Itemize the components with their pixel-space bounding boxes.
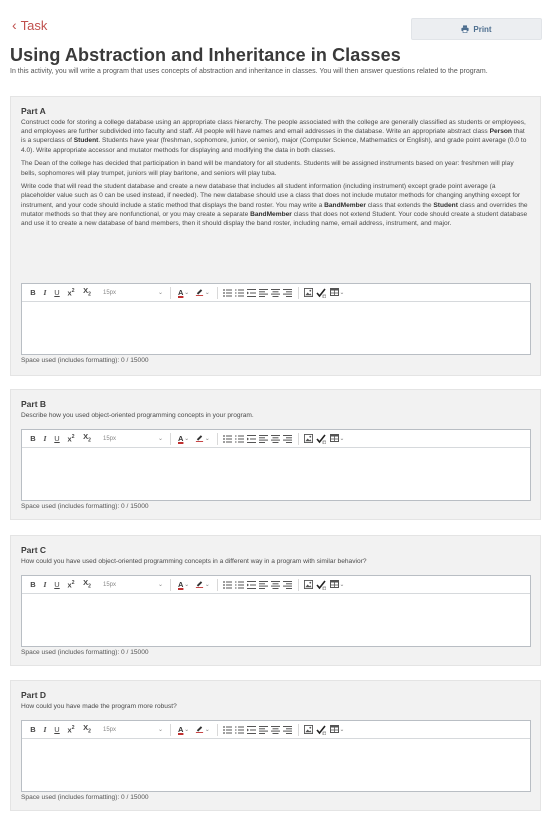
superscript-label: x: [67, 288, 72, 298]
part-a-space-used: Space used (includes formatting): 0 / 15000: [21, 357, 149, 364]
font-size-value: 15px: [103, 435, 117, 442]
font-color-button[interactable]: [178, 434, 189, 443]
equation-check-icon[interactable]: [315, 725, 327, 735]
font-color-button[interactable]: [178, 580, 189, 589]
numbered-list-icon[interactable]: [234, 581, 246, 589]
chevron-down-icon: ⌄: [205, 435, 210, 442]
print-label: Print: [473, 24, 492, 34]
bold-button[interactable]: B: [30, 724, 36, 734]
subscript-mark: 2: [88, 437, 91, 444]
superscript-label: x: [67, 725, 72, 735]
indent-icon[interactable]: [246, 435, 258, 443]
subscript-button[interactable]: [79, 719, 95, 741]
equation-check-icon[interactable]: [315, 288, 327, 298]
chevron-down-icon: ⌄: [157, 290, 163, 296]
back-link-label: Task: [20, 18, 48, 33]
part-a-paragraph: The Dean of the college has decided that participation in band will be mandatory for all students. Students will be assigned instruments based on year: freshmen will play bells, sophomores will play trumpet, juniors will play baritone, and seniors will play tuba.: [21, 160, 514, 177]
superscript-button[interactable]: [63, 719, 79, 740]
subscript-label: X: [83, 431, 89, 441]
part-a-card: [10, 96, 541, 376]
bullet-list-icon[interactable]: [222, 289, 234, 297]
part-c-space-used: Space used (includes formatting): 0 / 15000: [21, 649, 149, 656]
part-c-card: [10, 535, 541, 666]
underline-button[interactable]: U: [54, 433, 60, 443]
part-c-title: Part C: [21, 545, 47, 555]
table-icon: [330, 434, 339, 444]
toolbar-divider: [298, 579, 299, 591]
font-size-select[interactable]: [100, 432, 166, 446]
emphasized-term: Student: [433, 201, 458, 209]
italic-button[interactable]: I: [43, 724, 47, 734]
bullet-list-icon[interactable]: [222, 435, 234, 443]
subscript-label: X: [83, 285, 89, 295]
subscript-button[interactable]: [79, 574, 95, 596]
part-b-space-used: Space used (includes formatting): 0 / 15000: [21, 503, 149, 510]
emphasized-term: Person: [489, 128, 512, 136]
part-b-card: [10, 389, 541, 520]
editor-toolbar: [22, 576, 530, 594]
highlighter-icon: [195, 433, 204, 444]
align-left-icon[interactable]: [258, 289, 270, 297]
align-left-icon[interactable]: [258, 435, 270, 443]
equation-check-icon[interactable]: [315, 434, 327, 444]
insert-table-button[interactable]: [330, 725, 345, 735]
equation-check-icon[interactable]: [315, 580, 327, 590]
chevron-down-icon: ⌄: [339, 726, 345, 733]
superscript-mark: 2: [71, 580, 75, 587]
chevron-down-icon: ⌄: [205, 726, 210, 733]
toolbar-divider: [170, 724, 171, 736]
emphasized-term: Student: [73, 137, 99, 145]
part-a-editor: [21, 283, 531, 355]
table-icon: [330, 288, 339, 298]
toolbar-divider: [298, 287, 299, 299]
subscript-label: X: [83, 722, 89, 732]
highlighter-icon: [195, 579, 204, 590]
emphasized-term: BandMember: [324, 201, 366, 209]
chevron-left-icon: ‹: [12, 17, 17, 33]
align-center-icon[interactable]: [270, 289, 282, 297]
align-center-icon[interactable]: [270, 581, 282, 589]
part-c-editor: [21, 575, 531, 647]
indent-icon[interactable]: [246, 289, 258, 297]
answer-textarea[interactable]: [22, 594, 530, 646]
superscript-label: x: [67, 580, 72, 590]
underline-button[interactable]: U: [54, 287, 60, 297]
toolbar-divider: [217, 287, 218, 299]
highlight-color-button[interactable]: [195, 579, 210, 590]
underline-button[interactable]: U: [54, 579, 60, 589]
font-size-value: 15px: [103, 726, 117, 733]
align-center-icon[interactable]: [270, 435, 282, 443]
table-icon: [330, 580, 339, 590]
chevron-down-icon: ⌄: [157, 436, 163, 442]
top-bar: [0, 0, 553, 44]
insert-table-button[interactable]: [330, 288, 345, 298]
part-d-card: [10, 680, 541, 811]
superscript-button[interactable]: [63, 428, 79, 449]
numbered-list-icon[interactable]: [234, 289, 246, 297]
bullet-list-icon[interactable]: [222, 726, 234, 734]
superscript-label: x: [67, 434, 72, 444]
italic-button[interactable]: I: [43, 287, 47, 297]
superscript-mark: 2: [71, 288, 75, 295]
answer-textarea[interactable]: [22, 448, 530, 500]
editor-toolbar: [22, 284, 530, 302]
subscript-mark: 2: [88, 728, 91, 735]
image-icon[interactable]: [303, 580, 315, 589]
emphasized-term: BandMember: [250, 210, 292, 218]
insert-table-button[interactable]: [330, 580, 345, 590]
subscript-button[interactable]: [79, 428, 95, 450]
numbered-list-icon[interactable]: [234, 435, 246, 443]
subscript-mark: 2: [88, 583, 91, 590]
indent-icon[interactable]: [246, 726, 258, 734]
chevron-down-icon: ⌄: [339, 289, 345, 296]
font-color-icon: A: [178, 725, 184, 734]
italic-button[interactable]: I: [43, 433, 47, 443]
align-right-icon[interactable]: [282, 581, 294, 589]
part-d-title: Part D: [21, 690, 47, 700]
superscript-mark: 2: [71, 725, 75, 732]
bullet-list-icon[interactable]: [222, 581, 234, 589]
image-icon[interactable]: [303, 725, 315, 734]
part-d-editor: [21, 720, 531, 792]
chevron-down-icon: ⌄: [157, 582, 163, 588]
font-size-value: 15px: [103, 581, 117, 588]
font-color-icon: A: [178, 434, 184, 443]
toolbar-divider: [217, 579, 218, 591]
printer-icon: [461, 25, 469, 33]
toolbar-divider: [298, 433, 299, 445]
align-left-icon[interactable]: [258, 726, 270, 734]
page-title: Using Abstraction and Inheritance in Classes: [10, 45, 401, 65]
toolbar-divider: [298, 724, 299, 736]
font-size-value: 15px: [103, 289, 117, 296]
editor-toolbar: [22, 721, 530, 739]
font-size-select[interactable]: [100, 286, 166, 300]
part-b-editor: [21, 429, 531, 501]
part-b-title: Part B: [21, 399, 47, 409]
subscript-label: X: [83, 577, 89, 587]
highlight-color-button[interactable]: [195, 287, 210, 298]
chevron-down-icon: ⌄: [339, 435, 345, 442]
font-size-select[interactable]: [100, 723, 166, 737]
image-icon[interactable]: [303, 434, 315, 443]
part-a-title: Part A: [21, 106, 46, 116]
align-right-icon[interactable]: [282, 289, 294, 297]
italic-button[interactable]: I: [43, 579, 47, 589]
part-a-paragraph: Construct code for storing a college database using an appropriate class hierarchy. The people associated with the college are generally classified as students or employees, and employees are further subdivided into faculty and staff. All people will have names and email addresses in the database. Write an appropriate abstract class Person that is a superclass of Student. Students have year (freshman, sophomore, junior, or senior), major (Computer Science, Mathematics or English), and grade point average (0.0 to 4.0). Write appropriate accessor and mutator methods for displaying and modifying the data in both classes.: [21, 119, 527, 154]
chevron-down-icon: ⌄: [184, 581, 190, 588]
underline-button[interactable]: U: [54, 724, 60, 734]
align-center-icon[interactable]: [270, 726, 282, 734]
part-a-paragraph: Write code that will read the student database and create a new database that includes all student information (including instrument) except grade point average (a placeholder value such as 0 can be used instead, if needed). The new database should use a class that does not include mutator methods for changing anything except for instrument, and your code should include a static method that displays the band roster. You may write a BandMember class that extends the Student class and overrides the mutator methods so that they are nonfunctional, or you may create a separate BandMember class that does not extend Student. Your code should create a student database and use it to create a new database of band members, then it should display the band roster, including name, email address, instrument, and major.: [21, 183, 528, 228]
font-color-icon: A: [178, 288, 184, 297]
answer-textarea[interactable]: [22, 302, 530, 354]
toolbar-divider: [217, 433, 218, 445]
part-a-prompt: [21, 118, 529, 233]
subscript-mark: 2: [88, 291, 91, 298]
chevron-down-icon: ⌄: [184, 726, 190, 733]
insert-table-button[interactable]: [330, 434, 345, 444]
align-left-icon[interactable]: [258, 581, 270, 589]
part-c-prompt: How could you have used object-oriented programming concepts in a different way in a program with similar behavior?: [21, 558, 367, 565]
chevron-down-icon: ⌄: [205, 289, 210, 296]
chevron-down-icon: ⌄: [184, 289, 190, 296]
align-right-icon[interactable]: [282, 435, 294, 443]
subscript-button[interactable]: [79, 282, 95, 304]
font-size-select[interactable]: [100, 578, 166, 592]
toolbar-divider: [170, 579, 171, 591]
highlight-color-button[interactable]: [195, 724, 210, 735]
bold-button[interactable]: B: [30, 287, 36, 297]
table-icon: [330, 725, 339, 735]
part-d-space-used: Space used (includes formatting): 0 / 15000: [21, 794, 149, 801]
image-icon[interactable]: [303, 288, 315, 297]
indent-icon[interactable]: [246, 581, 258, 589]
chevron-down-icon: ⌄: [205, 581, 210, 588]
toolbar-divider: [217, 724, 218, 736]
bold-button[interactable]: B: [30, 579, 36, 589]
answer-textarea[interactable]: [22, 739, 530, 791]
back-to-task-link[interactable]: [12, 18, 47, 33]
highlighter-icon: [195, 287, 204, 298]
toolbar-divider: [170, 433, 171, 445]
align-right-icon[interactable]: [282, 726, 294, 734]
font-color-button[interactable]: [178, 725, 189, 734]
chevron-down-icon: ⌄: [184, 435, 190, 442]
toolbar-divider: [170, 287, 171, 299]
print-button[interactable]: [411, 18, 542, 40]
bold-button[interactable]: B: [30, 433, 36, 443]
chevron-down-icon: ⌄: [157, 727, 163, 733]
highlight-color-button[interactable]: [195, 433, 210, 444]
font-color-button[interactable]: [178, 288, 189, 297]
superscript-mark: 2: [71, 434, 75, 441]
numbered-list-icon[interactable]: [234, 726, 246, 734]
part-b-prompt: Describe how you used object-oriented programming concepts in your program.: [21, 412, 254, 419]
part-d-prompt: How could you have made the program more robust?: [21, 703, 177, 710]
page-intro: In this activity, you will write a program that uses concepts of abstraction and inheritance in classes. You will then answer questions related to the program.: [10, 68, 488, 75]
highlighter-icon: [195, 724, 204, 735]
superscript-button[interactable]: [63, 574, 79, 595]
superscript-button[interactable]: [63, 282, 79, 303]
editor-toolbar: [22, 430, 530, 448]
font-color-icon: A: [178, 580, 184, 589]
chevron-down-icon: ⌄: [339, 581, 345, 588]
